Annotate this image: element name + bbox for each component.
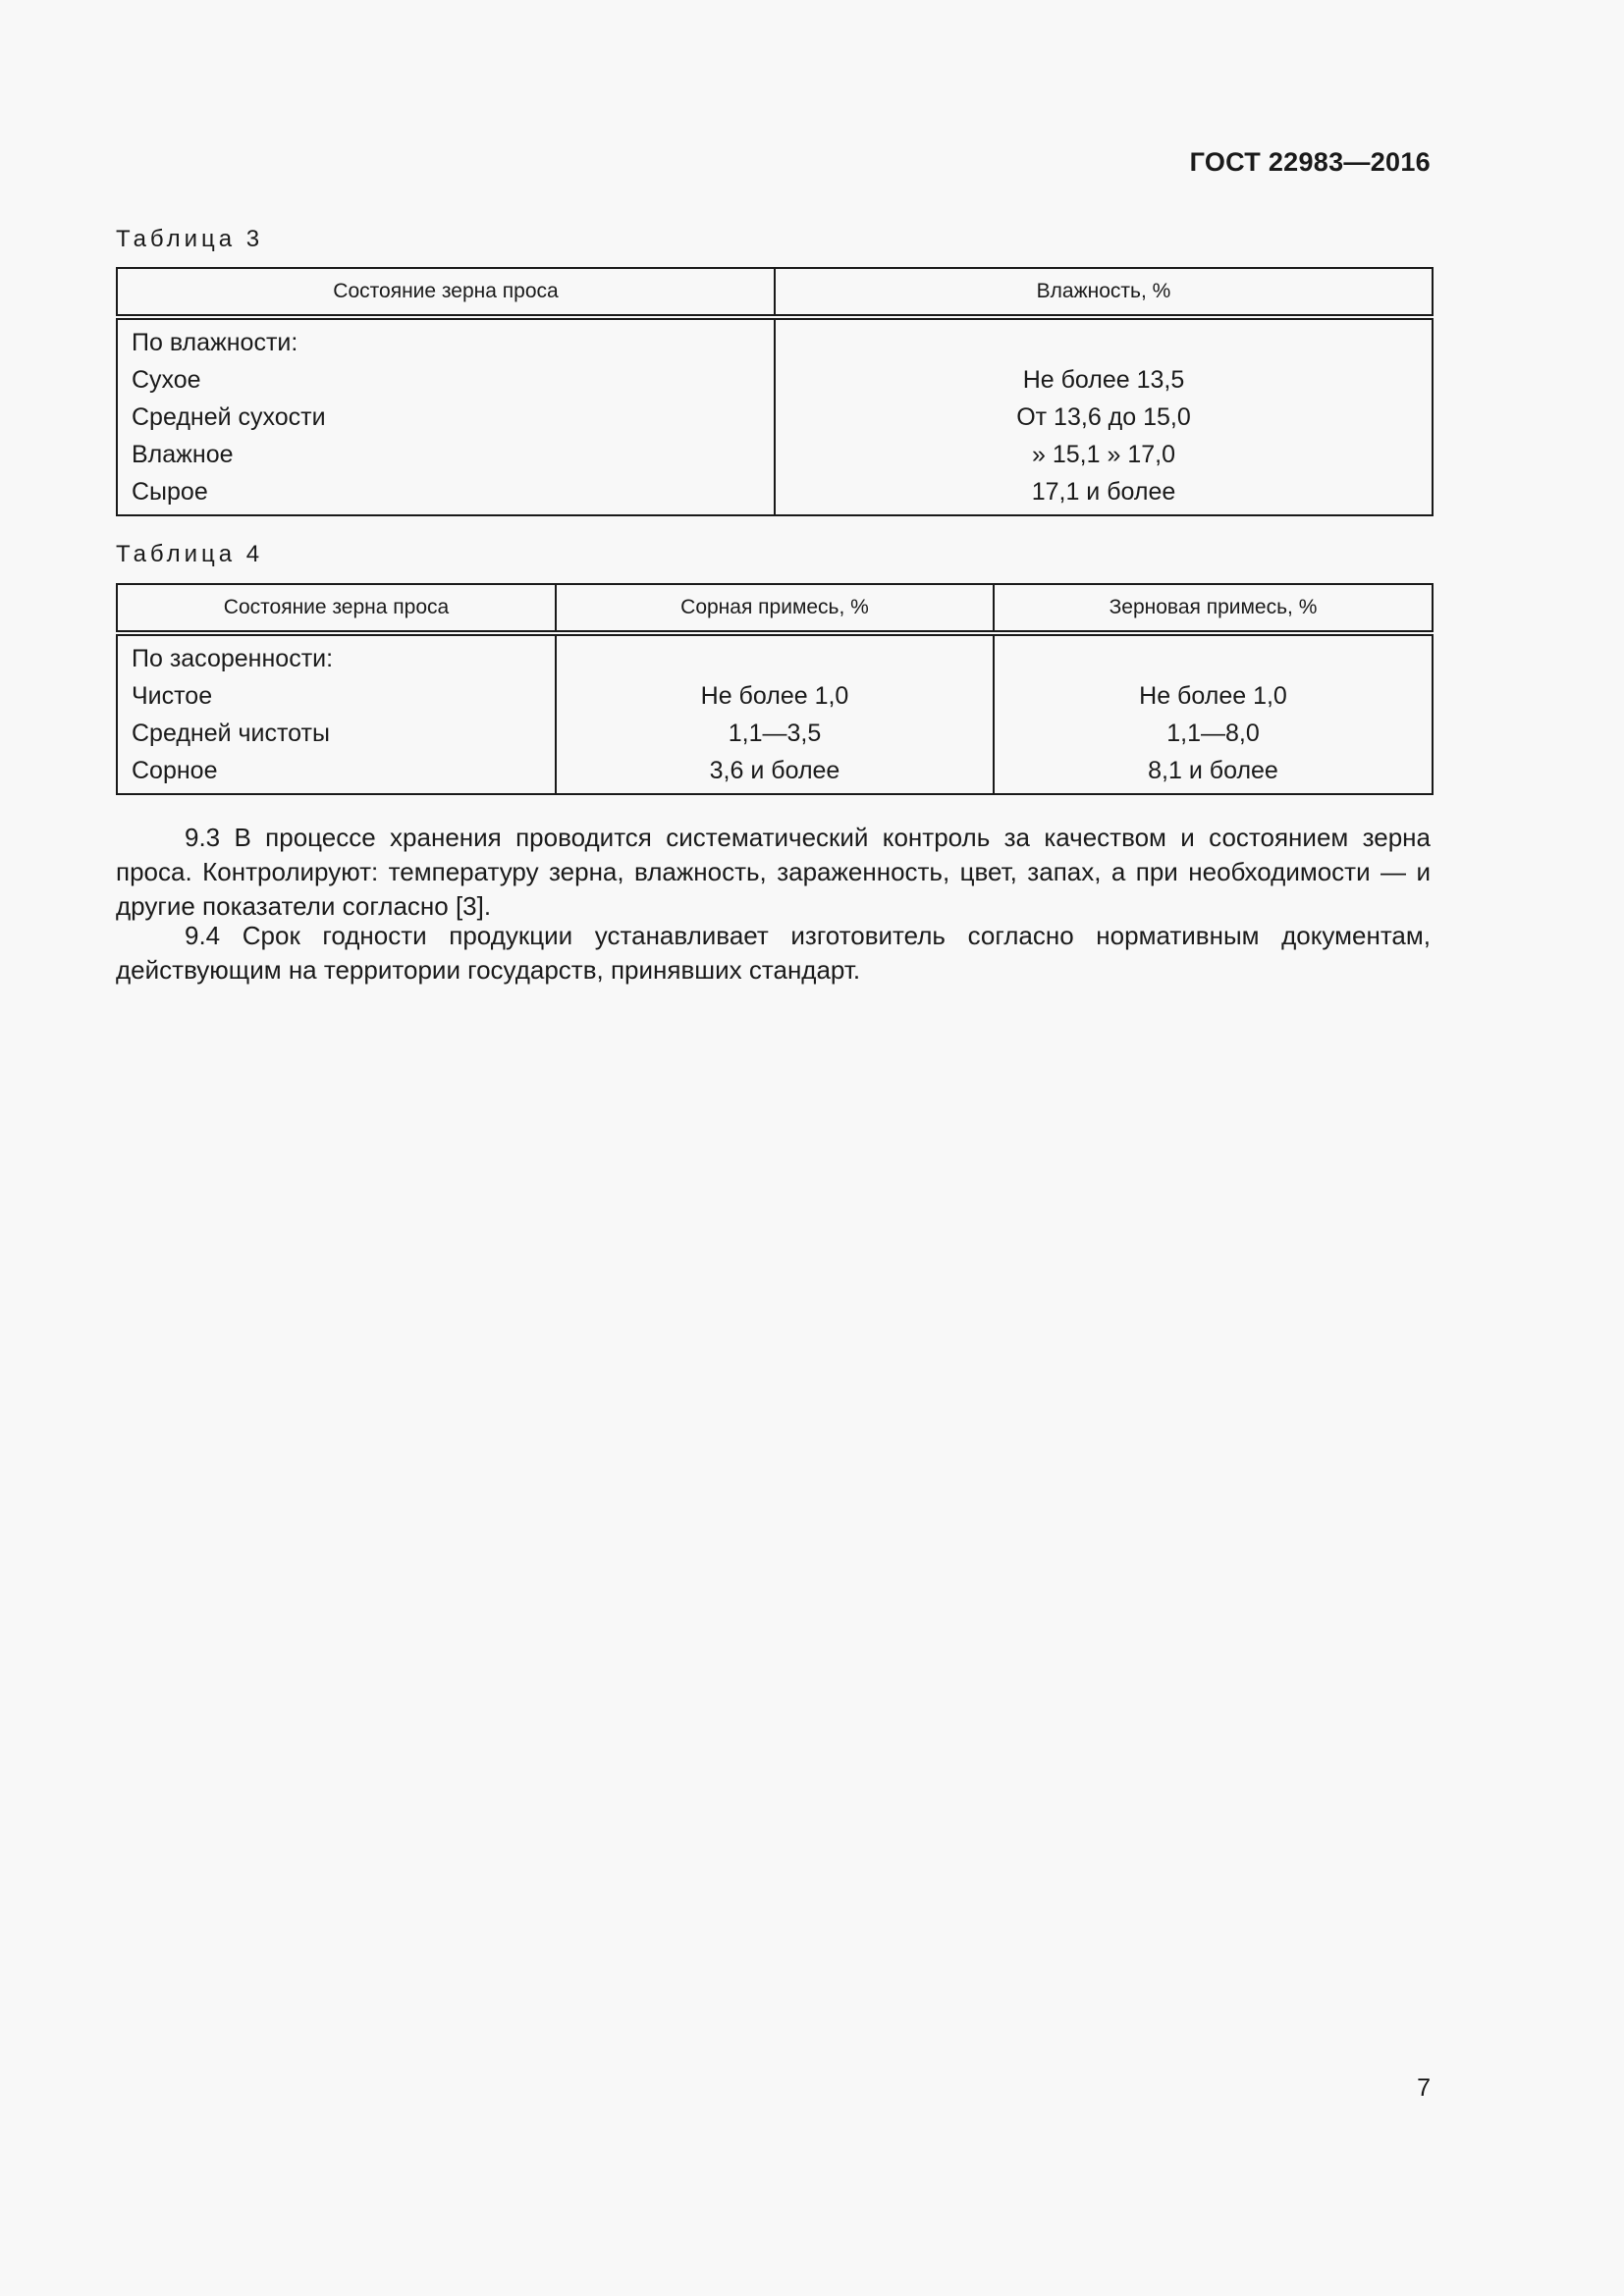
column-header-humidity: Влажность, % <box>775 268 1433 317</box>
state-cell: Чистое <box>117 677 556 715</box>
table-4 <box>116 583 1434 795</box>
weed-impurity-cell: 1,1—3,5 <box>556 715 994 752</box>
table-row <box>117 317 1433 361</box>
column-header-state: Состояние зерна проса <box>117 584 556 633</box>
page-number: 7 <box>1417 2074 1431 2102</box>
state-cell: Сухое <box>117 361 775 399</box>
state-cell: Сырое <box>117 473 775 515</box>
table-row <box>117 633 1433 677</box>
grain-impurity-cell: 1,1—8,0 <box>994 715 1433 752</box>
table-4-caption: Таблица 4 <box>116 541 264 567</box>
humidity-cell: » 15,1 » 17,0 <box>775 436 1433 473</box>
table-row <box>117 436 1433 473</box>
table-row <box>117 677 1433 715</box>
group-label: По влажности: <box>117 317 775 361</box>
weed-impurity-cell: Не более 1,0 <box>556 677 994 715</box>
state-cell: Влажное <box>117 436 775 473</box>
group-label: По засоренности: <box>117 633 556 677</box>
table-row <box>117 473 1433 515</box>
humidity-cell: От 13,6 до 15,0 <box>775 399 1433 436</box>
table-3 <box>116 267 1434 516</box>
table-3-caption: Таблица 3 <box>116 226 264 252</box>
table-row <box>117 752 1433 794</box>
state-cell: Средней сухости <box>117 399 775 436</box>
table-row <box>117 361 1433 399</box>
grain-impurity-cell: Не более 1,0 <box>994 677 1433 715</box>
grain-impurity-cell: 8,1 и более <box>994 752 1433 794</box>
state-cell: Сорное <box>117 752 556 794</box>
weed-impurity-cell: 3,6 и более <box>556 752 994 794</box>
table-row <box>117 715 1433 752</box>
document-title: ГОСТ 22983—2016 <box>1189 147 1431 177</box>
paragraph-9-4: 9.4 Срок годности продукции устанавливает изготовитель согласно нормативным документам, действующим на территории государств, принявших стандарт. <box>116 921 1431 985</box>
column-header-grain-impurity: Зерновая примесь, % <box>994 584 1433 633</box>
humidity-cell: 17,1 и более <box>775 473 1433 515</box>
humidity-cell: Не более 13,5 <box>775 361 1433 399</box>
column-header-state: Состояние зерна проса <box>117 268 775 317</box>
table-row <box>117 399 1433 436</box>
paragraph-9-3: 9.3 В процессе хранения проводится систематический контроль за качеством и состоянием зерна проса. Контролируют: температуру зерна, влажность, зараженность, цвет, запах, а при необходимости — и другие показатели согласно [3]. <box>116 823 1431 921</box>
table-header-row <box>117 584 1433 633</box>
table-header-row <box>117 268 1433 317</box>
column-header-weed-impurity: Сорная примесь, % <box>556 584 994 633</box>
state-cell: Средней чистоты <box>117 715 556 752</box>
